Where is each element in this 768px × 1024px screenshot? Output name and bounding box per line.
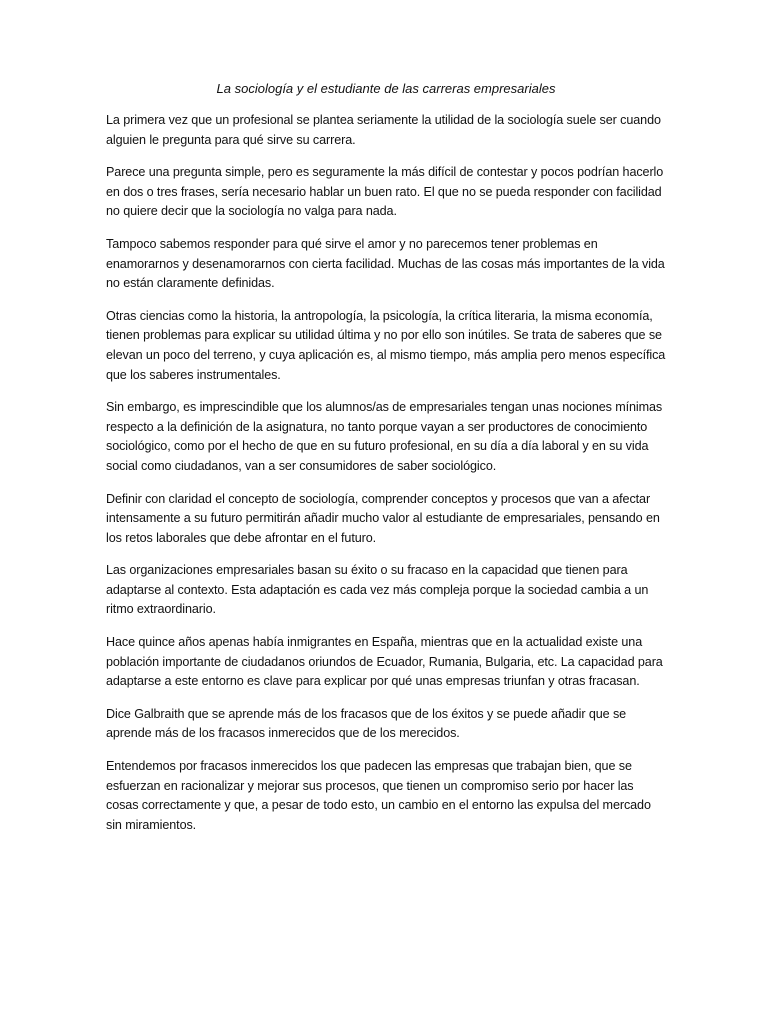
paragraph-4: Otras ciencias como la historia, la antropología, la psicología, la crítica literaria, la misma economía, tienen problemas para explicar su utilidad última y no por ello son inútiles. Se trata de saberes que se elevan un poco del terreno, y cuya aplicación es, al mismo tiempo, más amplia pero menos específica que los saberes instrumentales. [106, 308, 666, 382]
paragraph-3: Tampoco sabemos responder para qué sirve el amor y no parecemos tener problemas en enamorarnos y desenamorarnos con cierta facilidad. Muchas de las cosas más importantes de la vida no están claramente definidas. [106, 236, 665, 291]
paragraph-1: La primera vez que un profesional se plantea seriamente la utilidad de la sociología suele ser cuando alguien le pregunta para qué sirve su carrera. [106, 113, 661, 147]
paragraph-6: Definir con claridad el concepto de sociología, comprender conceptos y procesos que van a afectar intensamente a su futuro permitirán añadir mucho valor al estudiante de empresariales, pensando en los retos laborales que debe afrontar en el futuro. [106, 491, 660, 545]
document-title: La sociología y el estudiante de las carreras empresariales [216, 81, 556, 96]
paragraph-5: Sin embargo, es imprescindible que los alumnos/as de empresariales tengan unas nociones mínimas respecto a la definición de la asignatura, no tanto porque vayan a ser productores de conocimiento sociológico, como por el hecho de que en su futuro profesional, en su día a día laboral y en su vida social como ciudadanos, van a ser consumidores de saber sociológico. [106, 400, 663, 473]
document-page [106, 80, 666, 848]
paragraph-8: Hace quince años apenas había inmigrantes en España, mientras que en la actualidad existe una población importante de ciudadanos oriundos de Ecuador, Rumania, Bulgaria, etc. La capacidad para adaptarse a este entorno es clave para explicar por qué unas empresas triunfan y otras fracasan. [106, 635, 663, 689]
paragraph-10: Entendemos por fracasos inmerecidos los que padecen las empresas que trabajan bien, que se esfuerzan en racionalizar y mejorar sus procesos, que tienen un compromiso serio por hacer las cosas correctamente y que, a pesar de todo esto, un cambio en el entorno las expulsa del mercado sin miramientos. [106, 759, 651, 832]
paragraph-7: Las organizaciones empresariales basan su éxito o su fracaso en la capacidad que tienen para adaptarse al contexto. Esta adaptación es cada vez más compleja porque la sociedad cambia a un ritmo extraordinario. [106, 563, 649, 617]
paragraph-2: Parece una pregunta simple, pero es seguramente la más difícil de contestar y pocos podrían hacerlo en dos o tres frases, sería necesario hablar un buen rato. El que no se pueda responder con facilidad no quiere decir que la sociología no valga para nada. [106, 165, 664, 219]
paragraph-9: Dice Galbraith que se aprende más de los fracasos que de los éxitos y se puede añadir que se aprende más de los fracasos inmerecidos que de los merecidos. [106, 706, 627, 741]
